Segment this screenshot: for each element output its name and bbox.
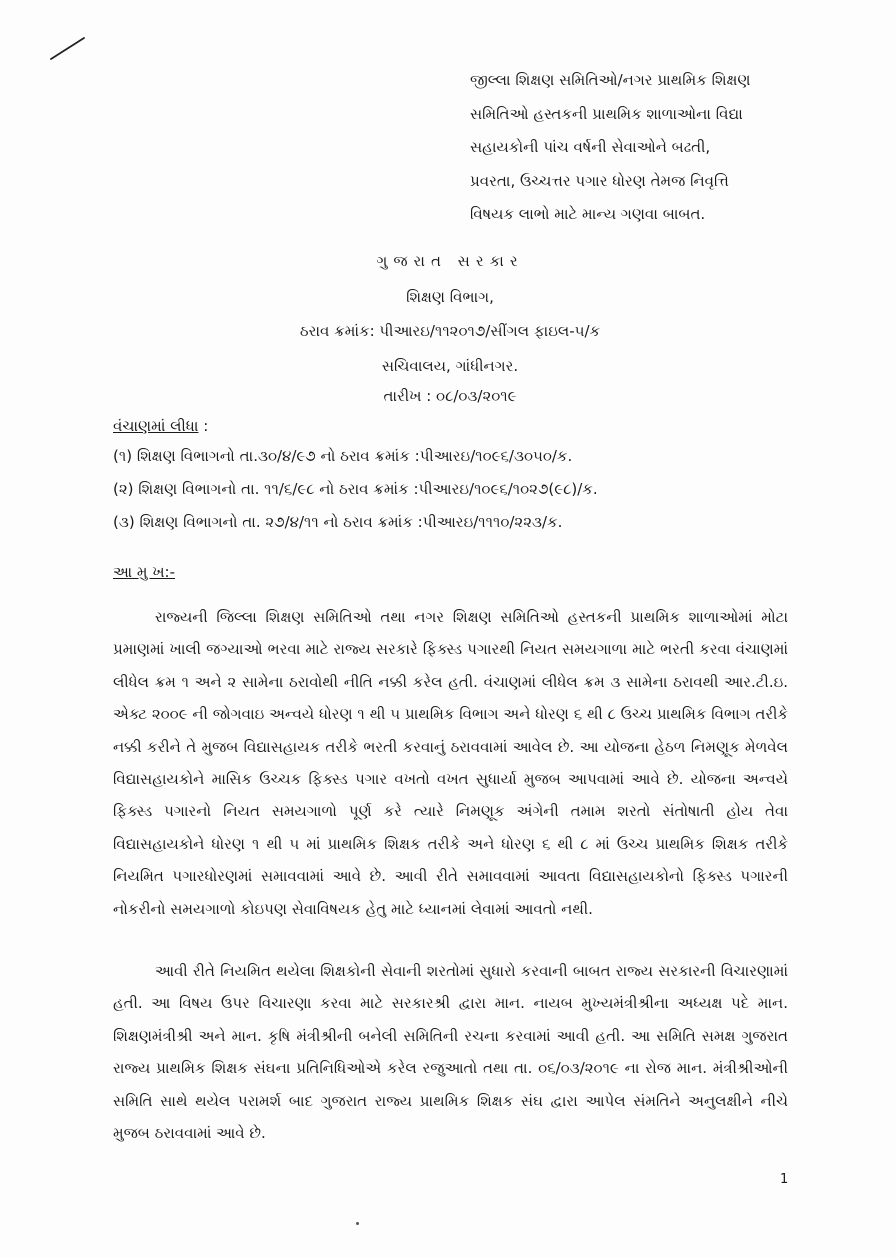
subject-line: પ્રવરતા, ઉચ્ચત્તર પગાર ધોરણ તેમજ નિવૃત્તિ <box>470 171 729 190</box>
preamble-heading: આ મુ ખ:- <box>113 563 176 581</box>
pen-stroke-mark <box>48 34 88 62</box>
read-references-heading <box>113 417 208 435</box>
page-number: 1 <box>780 1172 789 1187</box>
subject-line: જીલ્લા શિક્ષણ સમિતિઓ/નગર પ્રાથમિક શિક્ષણ <box>470 71 751 89</box>
subject-line: સમિતિઓ હસ્તકની પ્રાથમિક શાળાઓના વિદ્યા <box>470 104 743 123</box>
scan-speck <box>356 1222 359 1225</box>
subject-line: સહાયકોની પાંચ વર્ષની સેવાઓને બઢતી, <box>470 138 711 156</box>
reference-item: (૩) શિક્ષણ વિભાગનો તા. ૨૭/૪/૧૧ નો ઠરાવ ક્રમાંક :પીઆરઇ/૧૧૧૦/૨૨૩/ક. <box>113 513 563 531</box>
government-title: ગુજરાત સરકાર <box>376 252 524 270</box>
preamble-paragraph: આવી રીતે નિયમિત થયેલા શિક્ષકોની સેવાની શરતોમાં સુધારો કરવાની બાબત રાજ્ય સરકારની વિચારણામાં હતી. આ વિષય ઉપર વિચારણા કરવા માટે સરકારશ્રી દ્વારા માન. નાયબ મુખ્યમંત્રીશ્રીના અધ્યક્ષ પદે માન. શિક્ષણમંત્રીશ્રી અને માન. કૃષિ મંત્રીશ્રીની બનેલી સમિતિની રચના કરવામાં આવી હતી. આ સમિતિ સમક્ષ ગુજરાત રાજ્ય પ્રાથમિક શિક્ષક સંઘના પ્રતિનિધિઓએ કરેલ રજુઆતો તથા તા. ૦૬/૦૩/૨૦૧૯ ના રોજ માન. મંત્રીશ્રીઓની સમિતિ સાથે થયેલ પરામર્શ બાદ ગુજરાત રાજ્ય પ્રાથમિક શિક્ષક સંઘ દ્વારા આપેલ સંમતિને અનુલક્ષીને નીચે મુજબ ઠરાવવામાં આવે છે. <box>113 962 788 1143</box>
read-heading-colon: : <box>198 417 209 435</box>
resolution-date: તારીખ : ૦૮/૦૩/૨૦૧૯ <box>383 387 517 405</box>
issuing-place: સચિવાલય, ગાંધીનગર. <box>381 357 519 375</box>
subject-line: વિષયક લાભો માટે માન્ય ગણવા બાબત. <box>470 205 706 223</box>
resolution-number: ઠરાવ ક્રમાંક: પીઆરઇ/૧૧૨૦૧૭/સીંગલ ફાઇલ-૫/ક <box>299 322 601 340</box>
department-name: શિક્ષણ વિભાગ, <box>406 288 494 306</box>
reference-item: (૧) શિક્ષણ વિભાગનો તા.૩૦/૪/૯૭ નો ઠરાવ ક્રમાંક :પીઆરઇ/૧૦૯૬/૩૦૫૦/ક. <box>113 447 573 465</box>
subject-block <box>470 64 870 232</box>
preamble-paragraph: રાજ્યની જિલ્લા શિક્ષણ સમિતિઓ તથા નગર શિક્ષણ સમિતિઓ હસ્તકની પ્રાથમિક શાળાઓમાં મોટા પ્રમાણમાં ખાલી જગ્યાઓ ભરવા માટે રાજ્ય સરકારે ફિક્સ્ડ પગારથી નિયત સમયગાળા માટે ભરતી કરવા વંચાણમાં લીધેલ ક્રમ ૧ અને ૨ સામેના ઠરાવોથી નીતિ નક્કી કરેલ હતી. વંચાણમાં લીધેલ ક્રમ ૩ સામેના ઠરાવથી આર.ટી.ઇ. એક્ટ ૨૦૦૯ ની જોગવાઇ અન્વયે ધોરણ ૧ થી ૫ પ્રાથમિક વિભાગ અને ધોરણ ૬ થી ૮ ઉચ્ચ પ્રાથમિક વિભાગ તરીકે નક્કી કરીને તે મુજબ વિદ્યાસહાયક તરીકે ભરતી કરવાનું ઠરાવવામાં આવેલ છે. આ યોજના હેઠળ નિમણૂક મેળવેલ વિદ્યાસહાયકોને માસિક ઉચ્ચક ફિક્સ્ડ પગાર વખતો વખત સુધાર્યા મુજબ આપવામાં આવે છે. યોજના અન્વયે ફિક્સ્ડ પગારનો નિયત સમયગાળો પૂર્ણ કરે ત્યારે નિમણૂક અંગેની તમામ શરતો સંતોષાતી હોય તેવા વિદ્યાસહાયકોને ધોરણ ૧ થી ૫ માં પ્રાથમિક શિક્ષક તરીકે અને ધોરણ ૬ થી ૮ માં ઉચ્ચ પ્રાથમિક શિક્ષક તરીકે નિયમિત પગારધોરણમાં સમાવવામાં આવે છે. આવી રીતે સમાવવામાં આવતા વિદ્યાસહાયકોનો ફિક્સ્ડ પગારની નોકરીનો સમયગાળો કોઇપણ સેવાવિષયક હેતુ માટે ધ્યાનમાં લેવામાં આવતો નથી. <box>113 608 789 918</box>
reference-item: (૨) શિક્ષણ વિભાગનો તા. ૧૧/૬/૯૮ નો ઠરાવ ક્રમાંક :પીઆરઇ/૧૦૯૬/૧૦૨૭(૯૮)/ક. <box>113 480 598 498</box>
read-heading-label: વંચાણમાં લીધા <box>113 417 199 435</box>
